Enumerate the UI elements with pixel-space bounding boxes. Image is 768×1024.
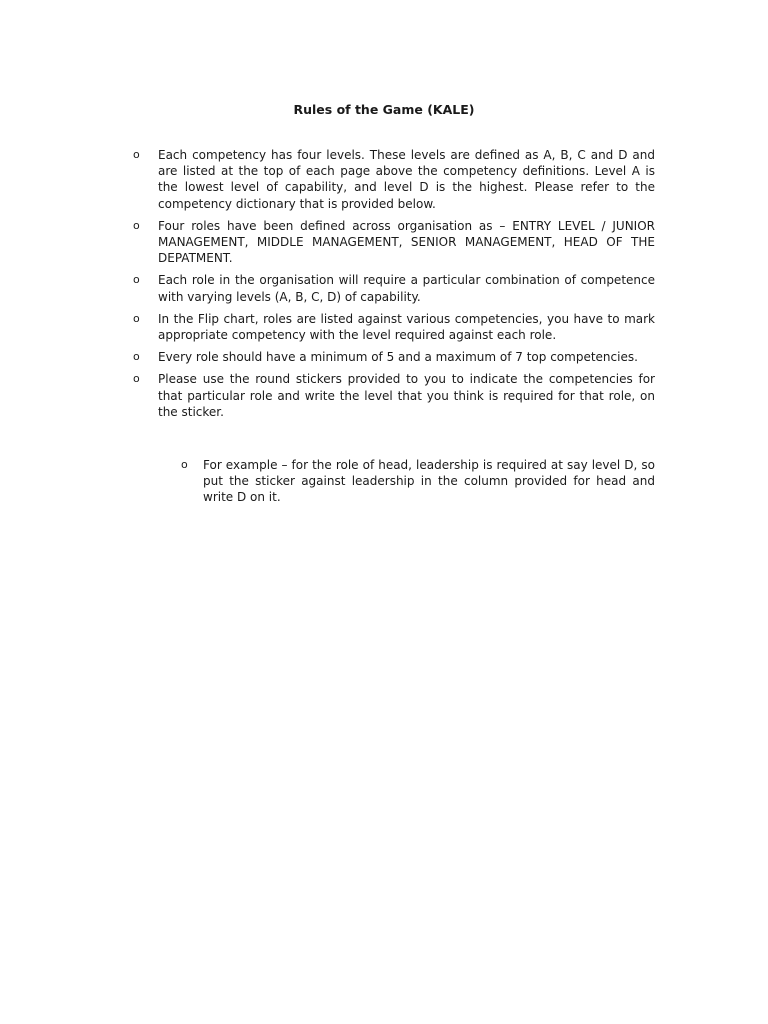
list-item-text: In the Flip chart, roles are listed against various competencies, you have to mark appropriate competency with the level required against each role.: [158, 311, 655, 343]
list-item-text: Every role should have a minimum of 5 and a maximum of 7 top competencies.: [158, 350, 638, 365]
list-item-text: Each competency has four levels. These levels are defined as A, B, C and D and are listed at the top of each page above the competency definitions. Level A is the lowest level of capability, and level D is the highest. Please refer to the competency dictionary that is provided below.: [158, 148, 655, 211]
list-item: [0, 349, 655, 365]
bullet-marker: o: [133, 273, 140, 287]
list-item: [0, 218, 655, 267]
sub-list: [0, 451, 768, 506]
sub-list-item-text: For example – for the role of head, leadership is required at say level D, so put the sticker against leadership in the column provided for head and write D on it.: [203, 458, 655, 505]
list-item: [0, 371, 655, 420]
sub-bullet-marker: o: [181, 458, 188, 471]
document-title: Rules of the Game (KALE): [293, 102, 475, 117]
bullet-marker: o: [133, 350, 140, 364]
list-item: [0, 147, 655, 212]
bullet-marker: o: [133, 311, 140, 325]
list-item: [0, 272, 655, 304]
bullet-marker: o: [133, 218, 140, 232]
sub-list-item: [0, 457, 655, 506]
bullet-marker: o: [133, 148, 140, 161]
list-item: [0, 311, 655, 343]
list-item-text: Four roles have been defined across organisation as – ENTRY LEVEL / JUNIOR MANAGEMENT, MIDDLE MANAGEMENT, SENIOR MANAGEMENT, HEAD OF THE DEPATMENT.: [158, 218, 655, 266]
list-item-text: Please use the round stickers provided to you to indicate the competencies for that particular role and write the level that you think is required for that role, on the sticker.: [158, 372, 655, 419]
list-item-text: Each role in the organisation will require a particular combination of competence with varying levels (A, B, C, D) of capability.: [158, 273, 655, 304]
bullet-marker: o: [133, 372, 140, 386]
rules-list: [0, 147, 768, 426]
